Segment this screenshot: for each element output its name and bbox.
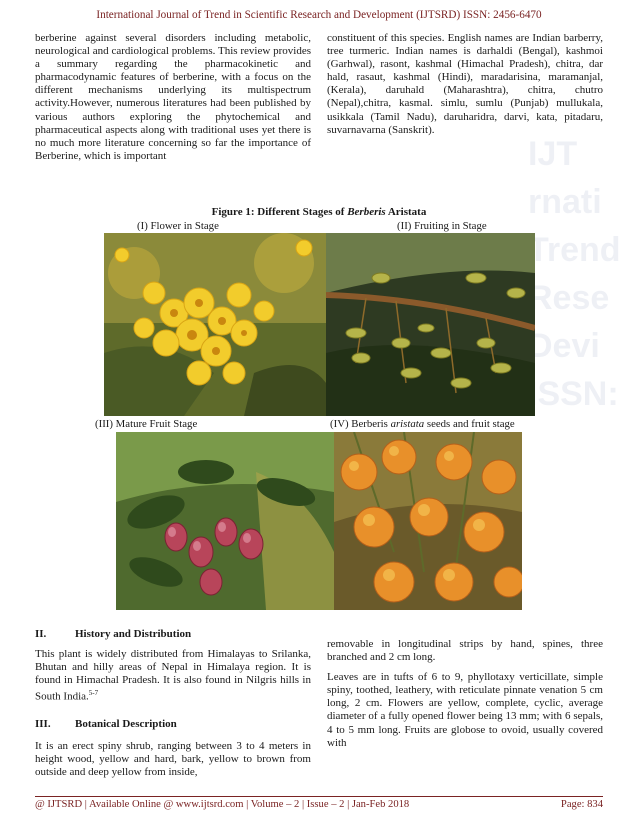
- photo-flower-stage: [104, 233, 326, 416]
- right-column-top: [327, 32, 603, 143]
- history-text: This plant is widely distributed from Himalayas to Srilanka, Bhutan and hilly areas of Nepal in Himalaya region. It is found in Himachal Pradesh. It is also found in Nilgris hills in South India.: [35, 648, 311, 703]
- caption-suffix: seeds and fruit stage: [424, 418, 515, 430]
- figure-title-suffix: Aristata: [385, 206, 427, 218]
- journal-header: International Journal of Trend in Scientific Research and Development (IJTSRD) ISSN: 2456-6470: [96, 9, 542, 21]
- watermark-line: Trend: [528, 231, 621, 269]
- watermark-line: IJT: [528, 135, 578, 173]
- section-title: History and Distribution: [75, 628, 192, 640]
- journal-footer: [35, 799, 603, 810]
- caption-mature-fruit: (III) Mature Fruit Stage: [95, 418, 198, 430]
- footer-info: @ IJTSRD | Available Online @ www.ijtsrd.com | Volume – 2 | Issue – 2 | Jan-Feb 2018: [35, 799, 410, 810]
- figure-title-italic: Berberis: [347, 206, 386, 218]
- left-column-botanical: [35, 740, 311, 785]
- paragraph: Leaves are in tufts of 6 to 9, phyllotaxy verticillate, simple spiny, toothed, leathery, with reticulate pinnate venation 5 cm long, 2 cm. Flowers are yellow, complete, cyclic, average diameter of a fully opened flower being 13 mm; with 6 sepals, 4 to 5 mm long. Fruits are globose to ovoid, usually covered with: [327, 671, 603, 749]
- paragraph-botanical: It is an erect spiny shrub, ranging between 3 to 4 meters in height wood, yellow and hard, bark, yellow to brown from outside and deep yellow from inside,: [35, 740, 311, 779]
- paragraph: constituent of this species. English names are Indian barberry, tree turmeric. Indian names is darhaldi (Bengal), kashmoi (Garhwal), rasont, kashmal (Himachal Pradesh), chitra, dar hald, rasaut, kashmal (Hindi), maradarisina, maramanjal, (Kerala), daruhald (Maharashtra), chitra, chutro (Nepal),chitra, kasmal. simlu, sumlu (Punjab) mullukala, usikkala (Tamil Nadu), daruharidra, darvi, kata, pitadaru, suvarnavarna (Sanskrit).: [327, 32, 603, 136]
- section-title: Botanical Description: [75, 718, 177, 730]
- paragraph-history: [35, 648, 311, 704]
- left-column-bottom: [35, 648, 311, 712]
- watermark-line: rnati: [528, 183, 602, 221]
- left-column-top: [35, 32, 311, 169]
- figure-title-prefix: Figure 1: Different Stages of: [211, 206, 348, 218]
- caption-fruiting: (II) Fruiting in Stage: [397, 220, 487, 232]
- section-number: II.: [35, 628, 47, 640]
- caption-italic: aristata: [390, 418, 425, 430]
- watermark-line: ISSN:: [528, 375, 619, 413]
- caption-prefix: (IV) Berberis: [330, 418, 391, 430]
- footer-divider: [35, 796, 603, 797]
- section-heading-botanical: [35, 718, 177, 730]
- section-heading-history: [35, 628, 191, 640]
- caption-seeds-fruit: [330, 418, 515, 430]
- photo-mature-fruit-stage: [116, 432, 334, 610]
- paragraph: berberine against several disorders including metabolic, neurological and cardiological problems. This review provides a summary regarding the pharmacokinetic and pharmacodynamic features of berberine, with a focus on the different mechanisms underlying its multispectrum activity.However, numerous literatures had been published by various authors exploring the phytochemical and pharmaceutical aspects along with traditional uses yet there is no much more literature concerning so far the importance of Berberine, which is important: [35, 32, 311, 162]
- photo-seeds-fruit-stage: [334, 432, 522, 610]
- page-number: Page: 834: [560, 799, 603, 810]
- section-number: III.: [35, 718, 51, 730]
- watermark: [528, 130, 638, 570]
- figure-title: [0, 206, 638, 218]
- citation: 5-7: [88, 689, 99, 698]
- caption-flower: (I) Flower in Stage: [137, 220, 219, 232]
- watermark-line: Devi: [528, 327, 600, 365]
- photo-fruiting-stage: [326, 233, 535, 416]
- watermark-line: Rese: [528, 279, 610, 317]
- paragraph: removable in longitudinal strips by hand, spines, three branched and 2 cm long.: [327, 638, 603, 664]
- right-column-bottom: [327, 638, 603, 756]
